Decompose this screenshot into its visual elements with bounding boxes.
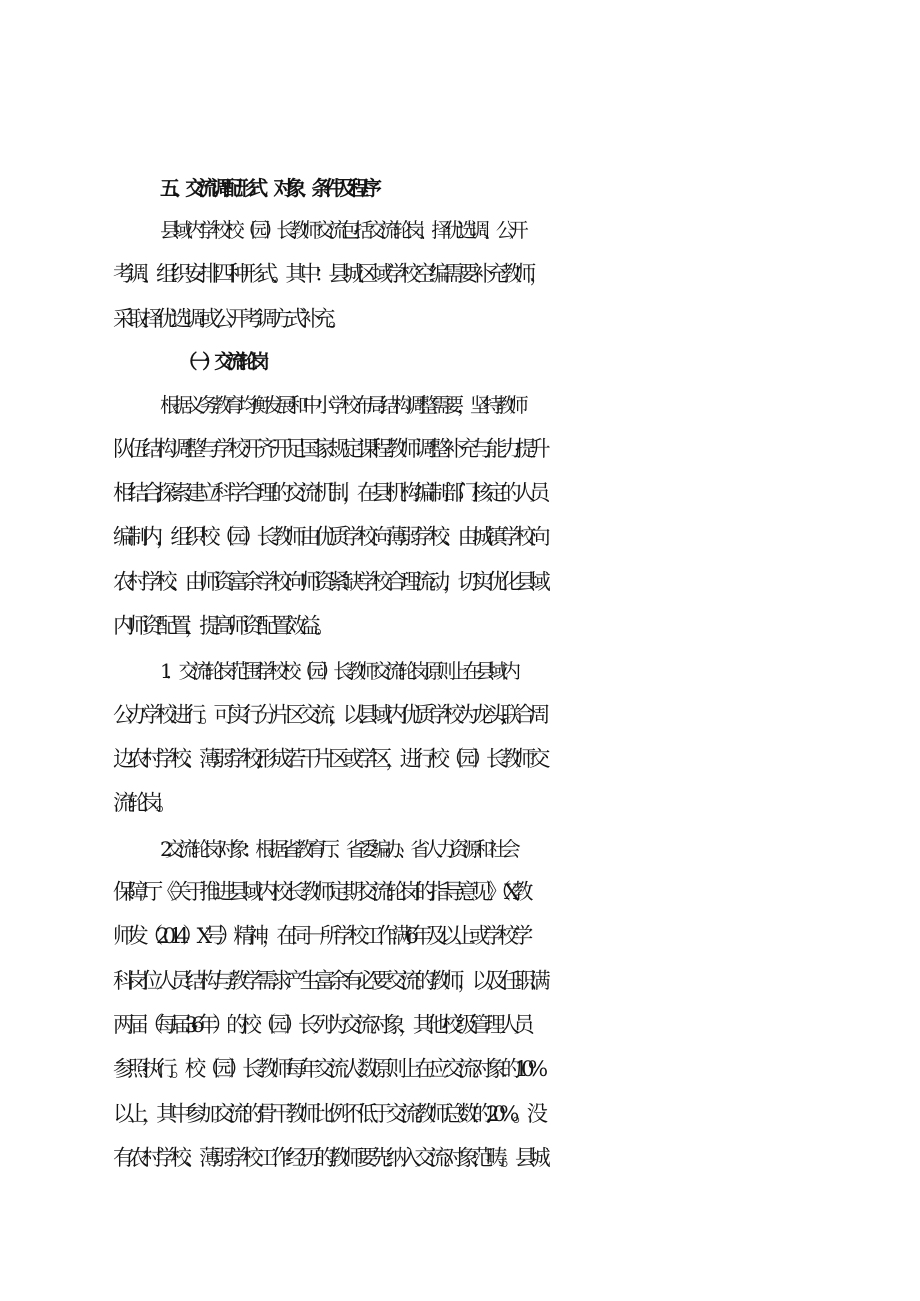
paragraph-line: 保障厅《关于推进县域内校长教师定期交流轮岗的指导意见》（X 教 bbox=[113, 880, 527, 905]
section-heading: 五、交流调配形式、对象、条件及程序 bbox=[160, 176, 375, 200]
paragraph-line: 公办学校进行。可实行分片区交流，以县域内优质学校为龙头,联合周 bbox=[113, 703, 544, 728]
paragraph-line: 采取择优选调或公开考调方式补充。 bbox=[113, 307, 343, 332]
paragraph-line: 两届（每届 3-6 年）的校（园）长列为交流对象，其他校级管理人员 bbox=[113, 1013, 528, 1038]
paragraph-line: 边农村学校、薄弱学校,形成若干片区或学区，进行校（园）长教师交 bbox=[113, 747, 544, 772]
paragraph-line: 科岗位人员结构与教学需求产生富余有必要交流的教师，以及任职满 bbox=[113, 969, 544, 994]
paragraph-line: 内师资配置，提高师资配置效益。 bbox=[113, 614, 329, 639]
paragraph-line: 有农村学校、薄弱学校工作经历的教师要先纳入交流对象范畴。县城 bbox=[113, 1146, 544, 1171]
paragraph-line: 队伍结构调整与学校开齐开足国家规定课程教师调整补充与能力提升 bbox=[113, 437, 544, 462]
paragraph-line: 参照执行。校（园）长教师每年交流人数原则上在应交流对象的 10% bbox=[113, 1057, 541, 1082]
paragraph-line: 根据义务教育均衡发展和中小学校布局结构调整需要，坚持教师 bbox=[160, 393, 522, 417]
paragraph-line: 以上，其中参加交流的骨干教师比例不低于交流教师总数的 20%。没 bbox=[113, 1102, 541, 1127]
paragraph-line: 师发（2014）X 号）精神，在同一所学校工作满 6 年及以上或学校学 bbox=[113, 924, 527, 949]
paragraph-line: 流轮岗。 bbox=[113, 791, 171, 816]
paragraph-line: 县域内学校校（园）长教师交流包括交流轮岗、择优选调、公开 bbox=[160, 218, 522, 242]
paragraph-line: 考调、组织安排四种形式。其中：县城区域学校空编需要补充教师， bbox=[113, 262, 544, 287]
paragraph-line: 农村学校、由师资富余学校向师资紧缺学校合理流动，切实优化县域 bbox=[113, 570, 544, 595]
paragraph-line: 相结合,探索建立科学合理的交流机制，在县机构编制部门核定的人员 bbox=[113, 481, 544, 506]
subsection-heading: （一）交流轮岗 bbox=[178, 350, 263, 373]
paragraph-line: 1．交流轮岗范围:学校校（园）长教师交流轮岗原则上在县域内 bbox=[160, 659, 515, 683]
paragraph-line: 编制内，组织校（园）长教师由优质学校向薄弱学校、由城镇学校向 bbox=[113, 525, 544, 550]
paragraph-line: 2.交流轮岗对象：根据省教育厅、省委编办、省人力资源和社会 bbox=[160, 837, 514, 861]
